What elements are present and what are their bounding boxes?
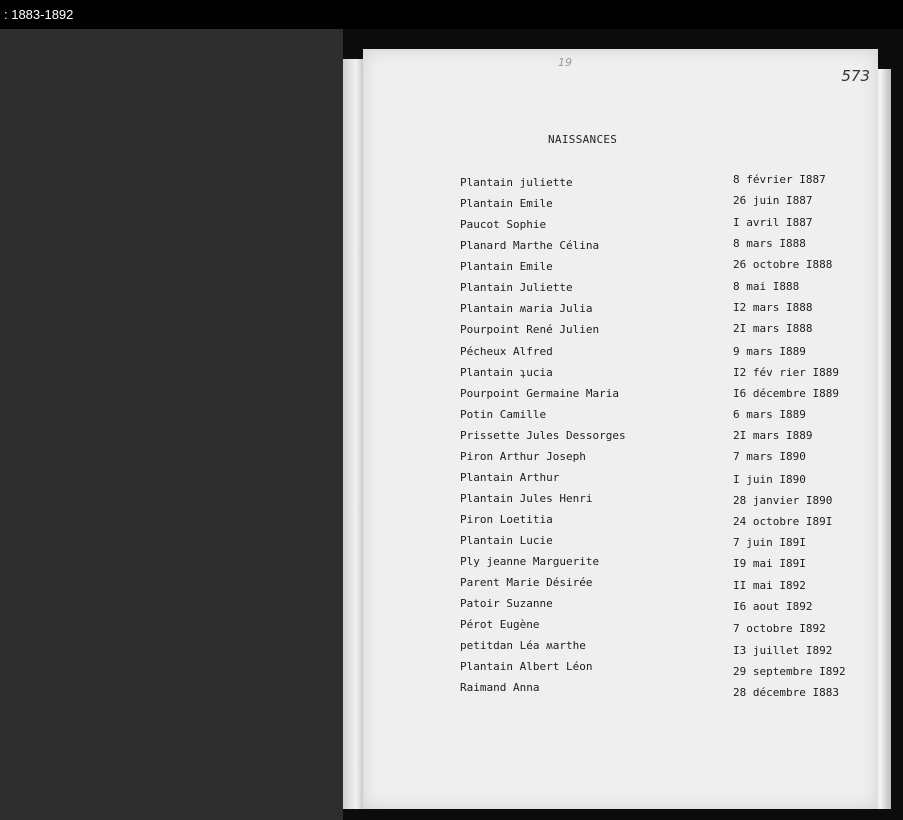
side-panel (0, 29, 343, 820)
entry-name: Piron Arthur Joseph (460, 450, 586, 463)
entry-name: Pécheux Alfred (460, 345, 553, 358)
entry-name: Ply jeanne Marguerite (460, 555, 600, 568)
entry-date: 8 février I887 (733, 173, 826, 186)
entry-date: I2 fév rier I889 (733, 366, 839, 379)
entry-name: Pourpoint René Julien (460, 323, 600, 336)
document-page (363, 49, 878, 809)
entry-date: 8 mai I888 (733, 280, 800, 293)
entry-name: Parent Marie Désirée (460, 576, 593, 589)
entry-name: Plantain ʇucia (460, 366, 553, 379)
entry-date: 7 juin I89I (733, 536, 806, 549)
folio-number: 573 (841, 67, 870, 85)
viewer-title-bar (0, 0, 903, 29)
entry-name: petitdan Léa ʍarthe (460, 639, 586, 652)
entry-name: Plantain juliette (460, 176, 573, 189)
entry-name: Prissette Jules Dessorges (460, 429, 626, 442)
viewer-title: : 1883-1892 (4, 7, 74, 22)
entry-date: II mai I892 (733, 579, 806, 592)
entry-date: 7 mars I890 (733, 450, 806, 463)
entry-date: 2I mars I888 (733, 322, 813, 335)
register-title: NAISSANCES (548, 133, 618, 146)
entry-date: I6 décembre I889 (733, 387, 839, 400)
entry-name: Potin Camille (460, 408, 547, 421)
entry-name: Plantain Emile (460, 260, 553, 273)
entry-date: 26 juin I887 (733, 194, 813, 207)
entry-date: I9 mai I89I (733, 557, 806, 570)
entry-name: Raimand Anna (460, 681, 540, 694)
entry-name: Paucot Sophie (460, 218, 547, 231)
document-viewer[interactable] (343, 29, 903, 820)
book-binding (343, 59, 365, 809)
entry-date: I3 juillet I892 (733, 644, 833, 657)
entry-date: 24 octobre I89I (733, 515, 833, 528)
entry-name: Plantain Emile (460, 197, 553, 210)
entry-date: I juin I890 (733, 473, 806, 486)
entry-date: I6 aout I892 (733, 600, 813, 613)
entry-date: 7 octobre I892 (733, 622, 826, 635)
entry-name: Plantain Juliette (460, 281, 573, 294)
entry-name: Patoir Suzanne (460, 597, 553, 610)
entry-date: 2I mars I889 (733, 429, 813, 442)
entry-date: 8 mars I888 (733, 237, 806, 250)
entry-name: Plantain Jules Henri (460, 492, 593, 505)
entry-name: Pérot Eugène (460, 618, 540, 631)
entry-date: 28 décembre I883 (733, 686, 839, 699)
entry-name: Plantain Lucie (460, 534, 553, 547)
entry-name: Piron Loetitia (460, 513, 553, 526)
entry-date: I2 mars I888 (733, 301, 813, 314)
entry-name: Pourpoint Germaine Maria (460, 387, 619, 400)
entry-date: 9 mars I889 (733, 345, 806, 358)
entry-date: 6 mars I889 (733, 408, 806, 421)
entry-name: Plantain Albert Léon (460, 660, 593, 673)
entry-name: Plantain ʍaria Julia (460, 302, 593, 315)
entry-name: Plantain Arthur (460, 471, 560, 484)
entry-date: I avril I887 (733, 216, 813, 229)
entry-date: 28 janvier I890 (733, 494, 833, 507)
entry-date: 26 octobre I888 (733, 258, 833, 271)
entry-name: Planard Marthe Célina (460, 239, 600, 252)
pencil-note: 19 (558, 56, 572, 69)
entry-date: 29 septembre I892 (733, 665, 846, 678)
